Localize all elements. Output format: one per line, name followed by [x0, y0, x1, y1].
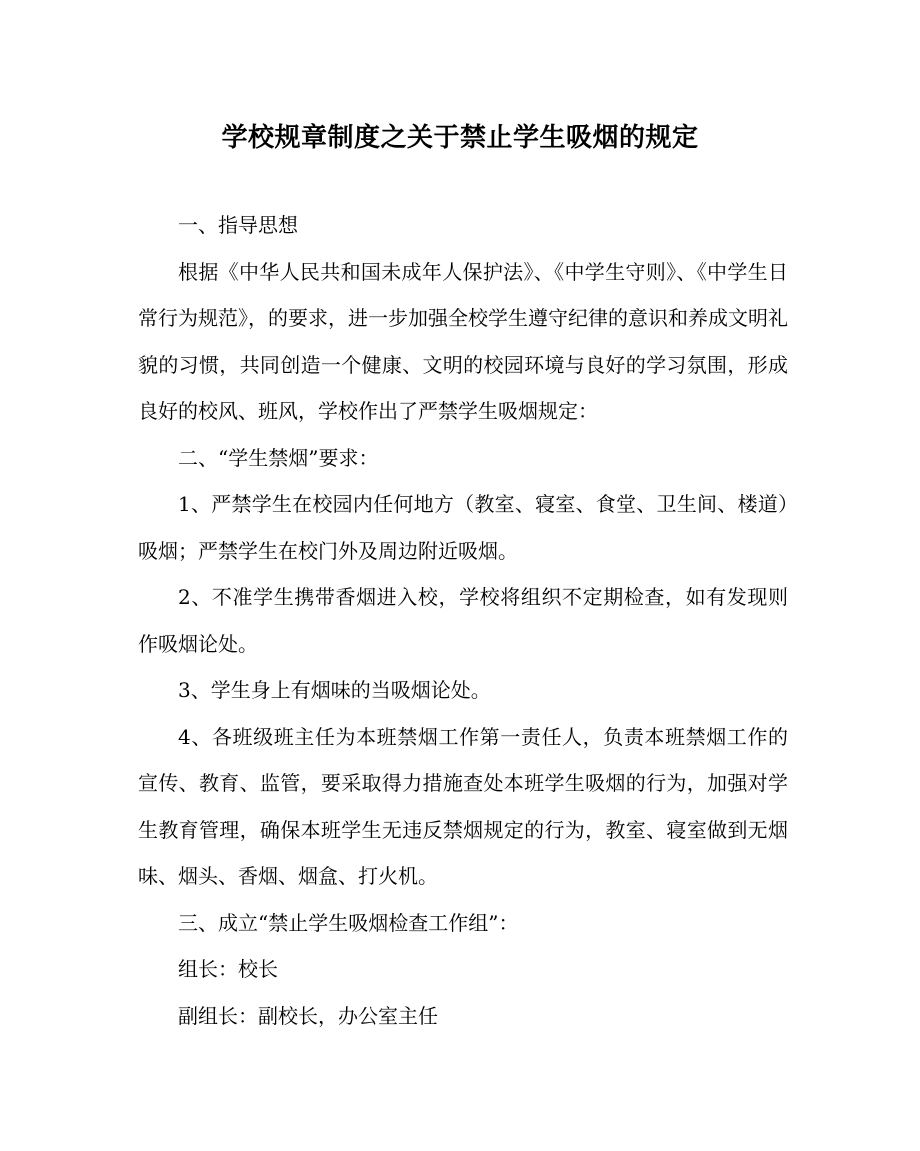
section-heading-guiding-thought: 一、指导思想 — [178, 213, 298, 237]
document-body — [138, 202, 788, 1039]
rule-item-1: 1、严禁学生在校园内任何地方（教室、寝室、食堂、卫生间、楼道）吸烟；严禁学生在校门外及周边附近吸烟。 — [138, 492, 788, 563]
rule-item-3: 3、学生身上有烟味的当吸烟论处。 — [178, 678, 491, 702]
section-heading-requirements: 二、“学生禁烟”要求： — [178, 445, 379, 470]
deputy-group-leader: 副组长：副校长，办公室主任 — [178, 1003, 438, 1028]
group-leader: 组长：校长 — [178, 957, 278, 981]
section-heading-working-group: 三、成立“禁止学生吸烟检查工作组”： — [178, 910, 519, 935]
rule-item-4: 4、各班级班主任为本班禁烟工作第一责任人，负责本班禁烟工作的宣传、教育、监管，要采取得力措施查处本班学生吸烟的行为，加强对学生教育管理，确保本班学生无违反禁烟规定的行为，教室、寝室做到无烟味、烟头、香烟、烟盒、打火机。 — [138, 724, 788, 888]
document-title: 学校规章制度之关于禁止学生吸烟的规定 — [221, 123, 699, 153]
paragraph-basis: 根据《中华人民共和国未成年人保护法》、《中学生守则》、《中学生日常行为规范》，的要求，进一步加强全校学生遵守纪律的意识和养成文明礼貌的习惯，共同创造一个健康、文明的校园环境与良好的学习氛围，形成良好的校风、班风，学校作出了严禁学生吸烟规定： — [138, 259, 788, 423]
rule-item-2: 2、不准学生携带香烟进入校，学校将组织不定期检查，如有发现则作吸烟论处。 — [138, 585, 788, 656]
